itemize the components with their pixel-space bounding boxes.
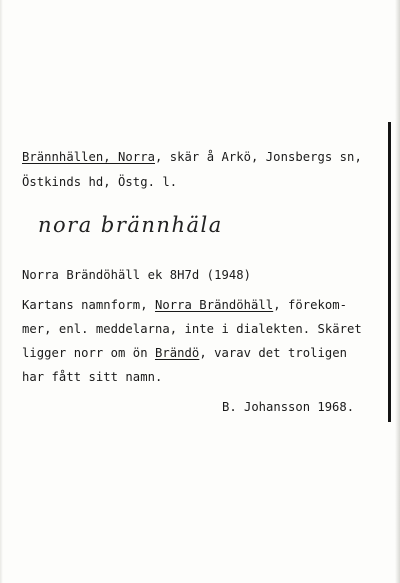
body-line-4: har fått sitt namn. (22, 370, 163, 384)
handwritten-pronunciation: nora brännhäla (38, 213, 223, 237)
heading-line (22, 150, 362, 164)
signature: B. Johansson 1968. (222, 400, 355, 414)
island-name: Brändö (154, 346, 200, 360)
body-line-2: mer, enl. meddelarna, inte i dialekten. Skäret (22, 322, 362, 336)
body-line-1-post: , förekom- (273, 298, 348, 312)
heading-rest: , skär å Arkö, Jonsbergs sn, (154, 150, 362, 164)
body-line-3 (22, 346, 347, 360)
heading-line-2: Östkinds hd, Östg. l. (22, 175, 178, 189)
margin-bar (388, 122, 391, 422)
body-line-3-post: , varav det troligen (199, 346, 348, 360)
card-right-edge (395, 0, 400, 583)
map-reference: Norra Brändöhäll ek 8H7d (1948) (22, 268, 252, 282)
body-line-1 (22, 298, 347, 312)
body-line-1-pre: Kartans namnform, (22, 298, 155, 312)
body-line-3-pre: ligger norr om ön (22, 346, 155, 360)
place-name: Brännhällen, Norra (22, 150, 155, 164)
map-name-form: Norra Brändöhäll (154, 298, 274, 312)
card-left-edge (0, 0, 3, 583)
